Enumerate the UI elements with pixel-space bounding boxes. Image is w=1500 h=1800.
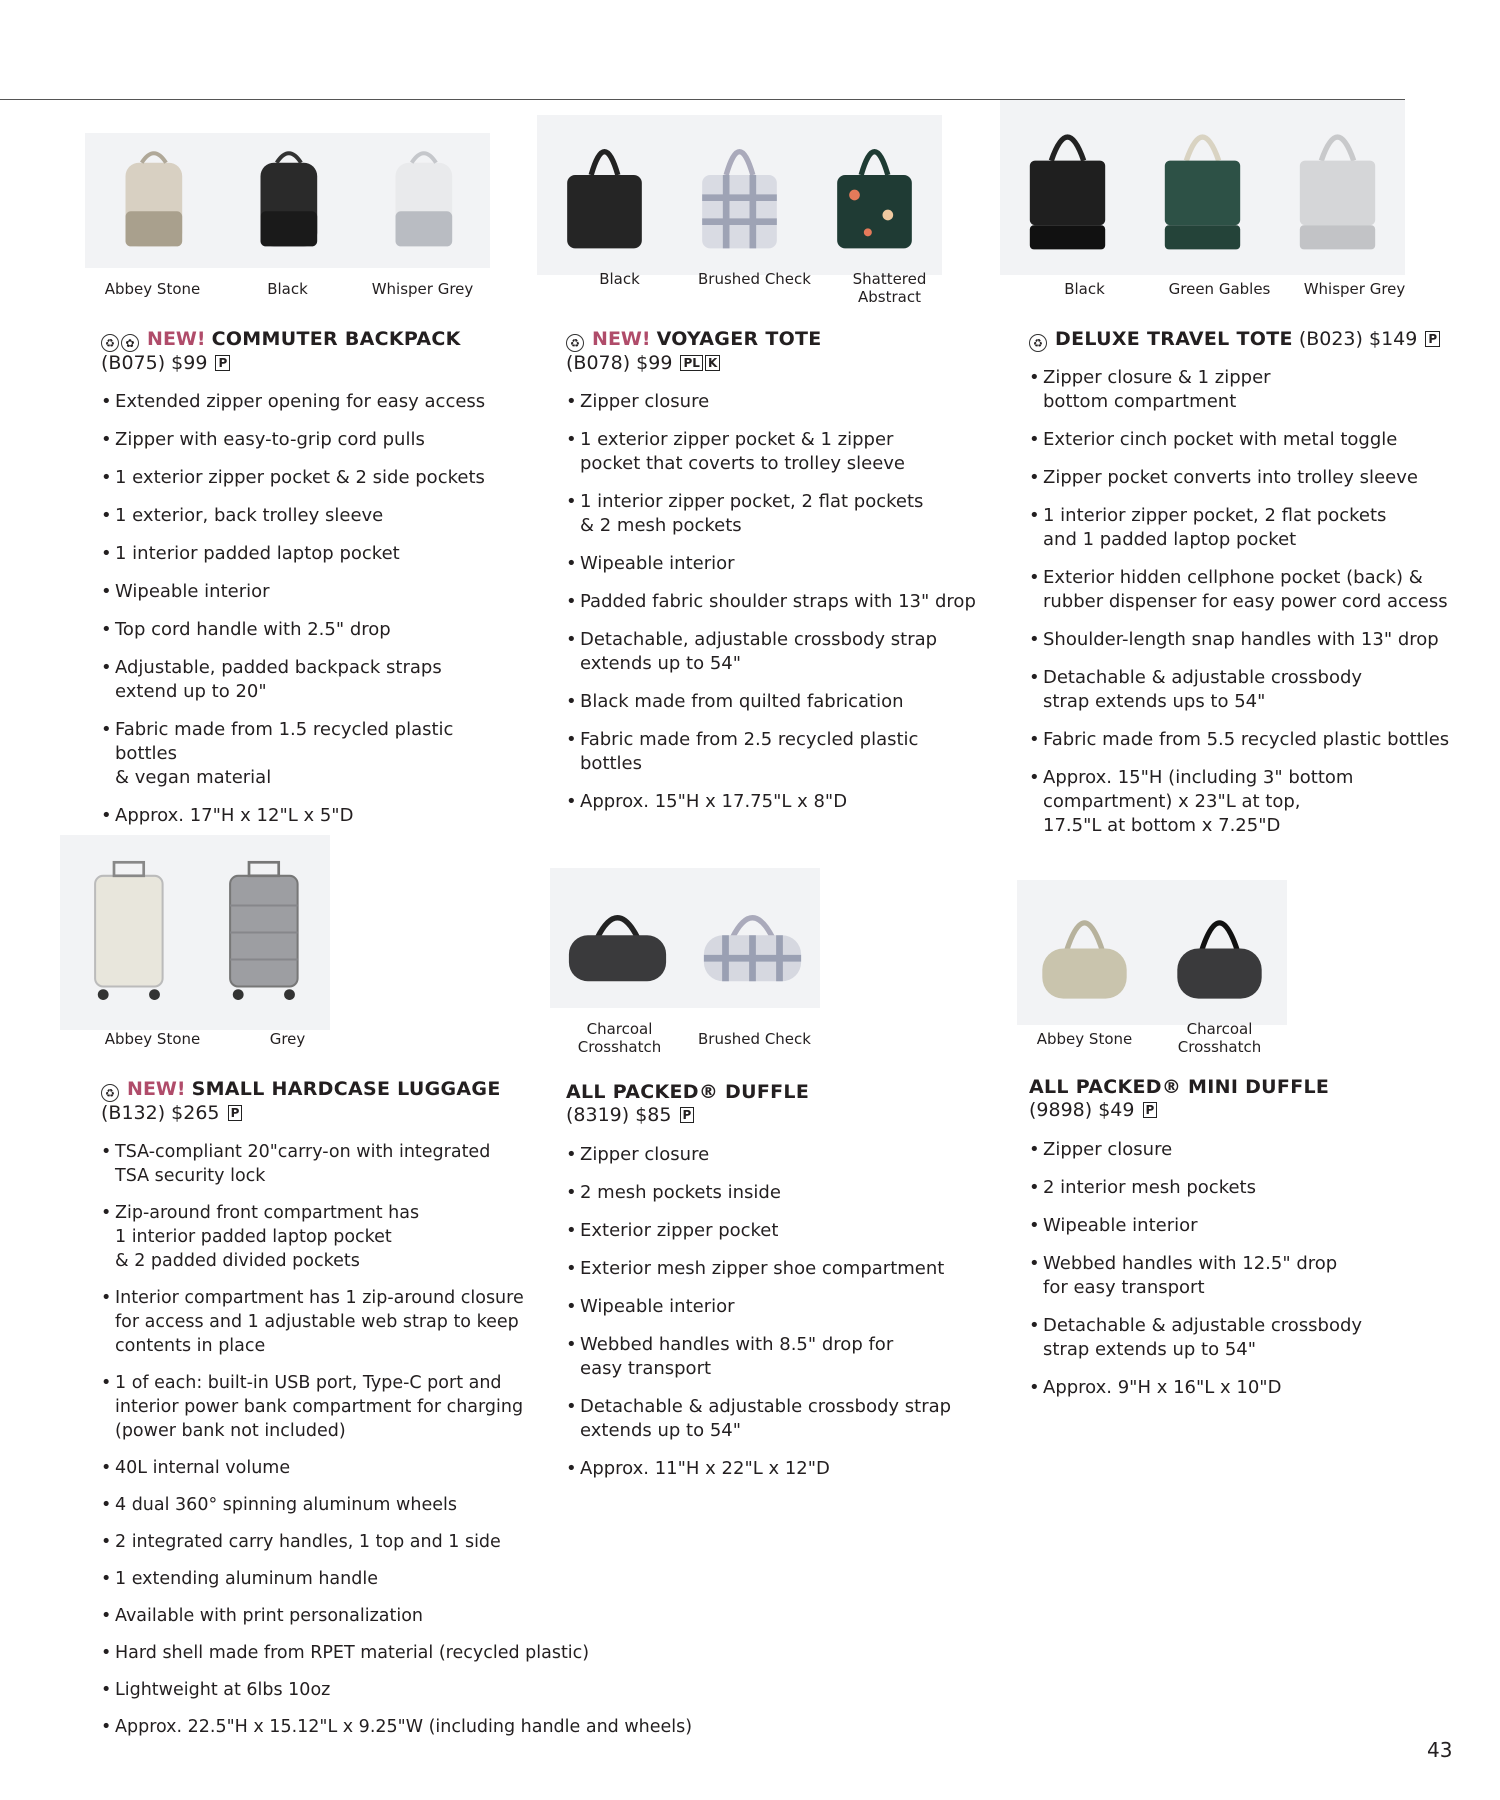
tote-brushed-check-image[interactable] bbox=[672, 115, 807, 275]
feature-item: • 2 integrated carry handles, 1 top and 1 side bbox=[101, 1530, 701, 1554]
product-code-price: (B078) $99 bbox=[566, 352, 673, 374]
feature-item: • Detachable & adjustable crossbody strap extends up to 54" bbox=[566, 1395, 986, 1443]
feature-item: • 40L internal volume bbox=[101, 1456, 701, 1480]
color-label: Black bbox=[267, 280, 308, 298]
color-label: Black bbox=[599, 270, 640, 288]
feature-item: • Detachable & adjustable crossbody strap extends up to 54" bbox=[1029, 1314, 1449, 1362]
feature-item: • Zip-around front compartment has 1 interior padded laptop pocket & 2 padded divided pockets bbox=[101, 1201, 701, 1273]
feature-item: • Adjustable, padded backpack straps extend up to 20" bbox=[101, 656, 521, 704]
travel-tote-green-gables-image[interactable] bbox=[1135, 100, 1270, 275]
luggage-grey-image[interactable] bbox=[195, 835, 330, 1030]
color-label: Charcoal Crosshatch bbox=[577, 1020, 662, 1056]
tote-shattered-abstract-image[interactable] bbox=[807, 115, 942, 275]
feature-item: • Available with print personalization bbox=[101, 1604, 701, 1628]
feature-item: • 1 interior zipper pocket, 2 flat pockets and 1 padded laptop pocket bbox=[1029, 504, 1469, 552]
personalization-badge: PL bbox=[680, 355, 702, 371]
feature-item: • 1 interior padded laptop pocket bbox=[101, 542, 521, 566]
feature-item: • Shoulder-length snap handles with 13" drop bbox=[1029, 628, 1469, 652]
product-title bbox=[101, 328, 461, 375]
feature-item: • Zipper closure & 1 zipper bottom compartment bbox=[1029, 366, 1469, 414]
product-code-price: (B132) $265 bbox=[101, 1102, 220, 1124]
travel-tote-black-image[interactable] bbox=[1000, 100, 1135, 275]
color-label: Whisper Grey bbox=[371, 280, 474, 298]
product-name: COMMUTER BACKPACK bbox=[211, 328, 461, 350]
color-label: Grey bbox=[269, 1030, 306, 1048]
personalization-badge: P bbox=[1143, 1102, 1158, 1118]
new-label: NEW! bbox=[592, 328, 651, 350]
feature-item: • Approx. 15"H x 17.75"L x 8"D bbox=[566, 790, 986, 814]
color-label: Abbey Stone bbox=[104, 280, 201, 298]
new-label: NEW! bbox=[127, 1078, 186, 1100]
page-number: 43 bbox=[1427, 1738, 1453, 1762]
product-code-price: (9898) $49 bbox=[1029, 1099, 1135, 1121]
product-title bbox=[566, 1081, 809, 1127]
color-label: Green Gables bbox=[1168, 280, 1271, 298]
personalization-badge: P bbox=[680, 1107, 695, 1123]
feature-item: • Approx. 11"H x 22"L x 12"D bbox=[566, 1457, 986, 1481]
product-code-price: (8319) $85 bbox=[566, 1104, 672, 1126]
feature-item: • Webbed handles with 12.5" drop for easy transport bbox=[1029, 1252, 1449, 1300]
mini-duffle-charcoal-crosshatch-image[interactable] bbox=[1152, 880, 1287, 1025]
product-title bbox=[566, 328, 822, 375]
feature-item: • 2 interior mesh pockets bbox=[1029, 1176, 1449, 1200]
personalization-badge: P bbox=[1425, 331, 1440, 347]
product-name: ALL PACKED® MINI DUFFLE bbox=[1029, 1076, 1330, 1098]
feature-item: • Interior compartment has 1 zip-around closure for access and 1 adjustable web strap to keep contents in place bbox=[101, 1286, 701, 1358]
feature-item: • Approx. 17"H x 12"L x 5"D bbox=[101, 804, 521, 828]
recycle-icon: ♻ bbox=[101, 1084, 119, 1102]
feature-item: • Exterior mesh zipper shoe compartment bbox=[566, 1257, 986, 1281]
feature-item: • Approx. 9"H x 16"L x 10"D bbox=[1029, 1376, 1449, 1400]
feature-item: • Zipper closure bbox=[566, 1143, 986, 1167]
feature-item: • 1 extending aluminum handle bbox=[101, 1567, 701, 1591]
feature-item: • Zipper closure bbox=[566, 390, 986, 414]
recycle-icon: ♻ bbox=[1029, 334, 1047, 352]
feature-item: • 1 interior zipper pocket, 2 flat pockets & 2 mesh pockets bbox=[566, 490, 986, 538]
travel-tote-whisper-grey-image[interactable] bbox=[1270, 100, 1405, 275]
recycle-icon: ♻ bbox=[566, 334, 584, 352]
feature-item: • 4 dual 360° spinning aluminum wheels bbox=[101, 1493, 701, 1517]
color-label: Whisper Grey bbox=[1303, 280, 1406, 298]
product-title bbox=[101, 1078, 501, 1125]
feature-item: • Exterior zipper pocket bbox=[566, 1219, 986, 1243]
personalization-badge: P bbox=[215, 355, 230, 371]
product-title bbox=[1029, 328, 1440, 352]
feature-item: • 1 exterior zipper pocket & 1 zipper pocket that coverts to trolley sleeve bbox=[566, 428, 986, 476]
color-label: Shattered Abstract bbox=[852, 270, 927, 306]
color-label: Black bbox=[1064, 280, 1105, 298]
feature-item: • Webbed handles with 8.5" drop for easy transport bbox=[566, 1333, 986, 1381]
feature-item: • Exterior hidden cellphone pocket (back) & rubber dispenser for easy power cord access bbox=[1029, 566, 1469, 614]
feature-item: • Exterior cinch pocket with metal toggle bbox=[1029, 428, 1469, 452]
backpack-abbey-stone-image[interactable] bbox=[85, 133, 220, 268]
product-name: VOYAGER TOTE bbox=[656, 328, 822, 350]
feature-item: • Zipper closure bbox=[1029, 1138, 1449, 1162]
vegan-leaf-icon: ✿ bbox=[121, 334, 139, 352]
feature-list bbox=[101, 390, 521, 842]
color-label: Brushed Check bbox=[698, 1030, 811, 1048]
color-label: Charcoal Crosshatch bbox=[1177, 1020, 1262, 1056]
feature-item: • Approx. 22.5"H x 15.12"L x 9.25"W (including handle and wheels) bbox=[101, 1715, 701, 1739]
feature-item: • Top cord handle with 2.5" drop bbox=[101, 618, 521, 642]
feature-list bbox=[1029, 1138, 1449, 1414]
feature-item: • Extended zipper opening for easy access bbox=[101, 390, 521, 414]
product-code-price: (B075) $99 bbox=[101, 352, 208, 374]
luggage-abbey-stone-image[interactable] bbox=[60, 835, 195, 1030]
feature-item: • Padded fabric shoulder straps with 13" drop bbox=[566, 590, 986, 614]
color-label: Abbey Stone bbox=[1036, 1030, 1133, 1048]
feature-list bbox=[566, 390, 986, 828]
product-code-price: (B023) $149 bbox=[1298, 328, 1418, 350]
feature-item: • Wipeable interior bbox=[1029, 1214, 1449, 1238]
kit-badge: K bbox=[705, 355, 720, 371]
feature-item: • Hard shell made from RPET material (recycled plastic) bbox=[101, 1641, 701, 1665]
feature-item: • Zipper pocket converts into trolley sleeve bbox=[1029, 466, 1469, 490]
feature-list bbox=[1029, 366, 1469, 852]
feature-item: • Detachable, adjustable crossbody strap extends up to 54" bbox=[566, 628, 986, 676]
feature-item: • 2 mesh pockets inside bbox=[566, 1181, 986, 1205]
product-title bbox=[1029, 1076, 1329, 1122]
feature-item: • 1 exterior, back trolley sleeve bbox=[101, 504, 521, 528]
feature-item: • Lightweight at 6lbs 10oz bbox=[101, 1678, 701, 1702]
feature-item: • Fabric made from 5.5 recycled plastic bottles bbox=[1029, 728, 1469, 752]
mini-duffle-abbey-stone-image[interactable] bbox=[1017, 880, 1152, 1025]
backpack-black-image[interactable] bbox=[220, 133, 355, 268]
feature-item: • 1 of each: built-in USB port, Type-C port and interior power bank compartment for charging (power bank not included) bbox=[101, 1371, 701, 1443]
feature-item: • Detachable & adjustable crossbody strap extends ups to 54" bbox=[1029, 666, 1469, 714]
product-name: SMALL HARDCASE LUGGAGE bbox=[191, 1078, 501, 1100]
color-label: Brushed Check bbox=[698, 270, 811, 288]
feature-item: • Zipper with easy-to-grip cord pulls bbox=[101, 428, 521, 452]
feature-item: • Black made from quilted fabrication bbox=[566, 690, 986, 714]
personalization-badge: P bbox=[228, 1105, 243, 1121]
feature-item: • Wipeable interior bbox=[566, 552, 986, 576]
duffle-brushed-check-image[interactable] bbox=[685, 868, 820, 1008]
tote-black-image[interactable] bbox=[537, 115, 672, 275]
new-label: NEW! bbox=[147, 328, 206, 350]
product-name: DELUXE TRAVEL TOTE bbox=[1055, 328, 1293, 350]
duffle-charcoal-crosshatch-image[interactable] bbox=[550, 868, 685, 1008]
feature-item: • 1 exterior zipper pocket & 2 side pockets bbox=[101, 466, 521, 490]
feature-item: • Approx. 15"H (including 3" bottom compartment) x 23"L at top, 17.5"L at bottom x 7.25"D bbox=[1029, 766, 1469, 838]
feature-item: • TSA-compliant 20"carry-on with integrated TSA security lock bbox=[101, 1140, 701, 1188]
backpack-whisper-grey-image[interactable] bbox=[355, 133, 490, 268]
feature-item: • Fabric made from 2.5 recycled plastic bottles bbox=[566, 728, 986, 776]
product-name: ALL PACKED® DUFFLE bbox=[566, 1081, 810, 1103]
color-label: Abbey Stone bbox=[104, 1030, 201, 1048]
feature-item: • Wipeable interior bbox=[101, 580, 521, 604]
feature-item: • Wipeable interior bbox=[566, 1295, 986, 1319]
recycle-icon: ♻ bbox=[101, 334, 119, 352]
feature-list bbox=[566, 1143, 986, 1495]
feature-item: • Fabric made from 1.5 recycled plastic bottles & vegan material bbox=[101, 718, 521, 790]
